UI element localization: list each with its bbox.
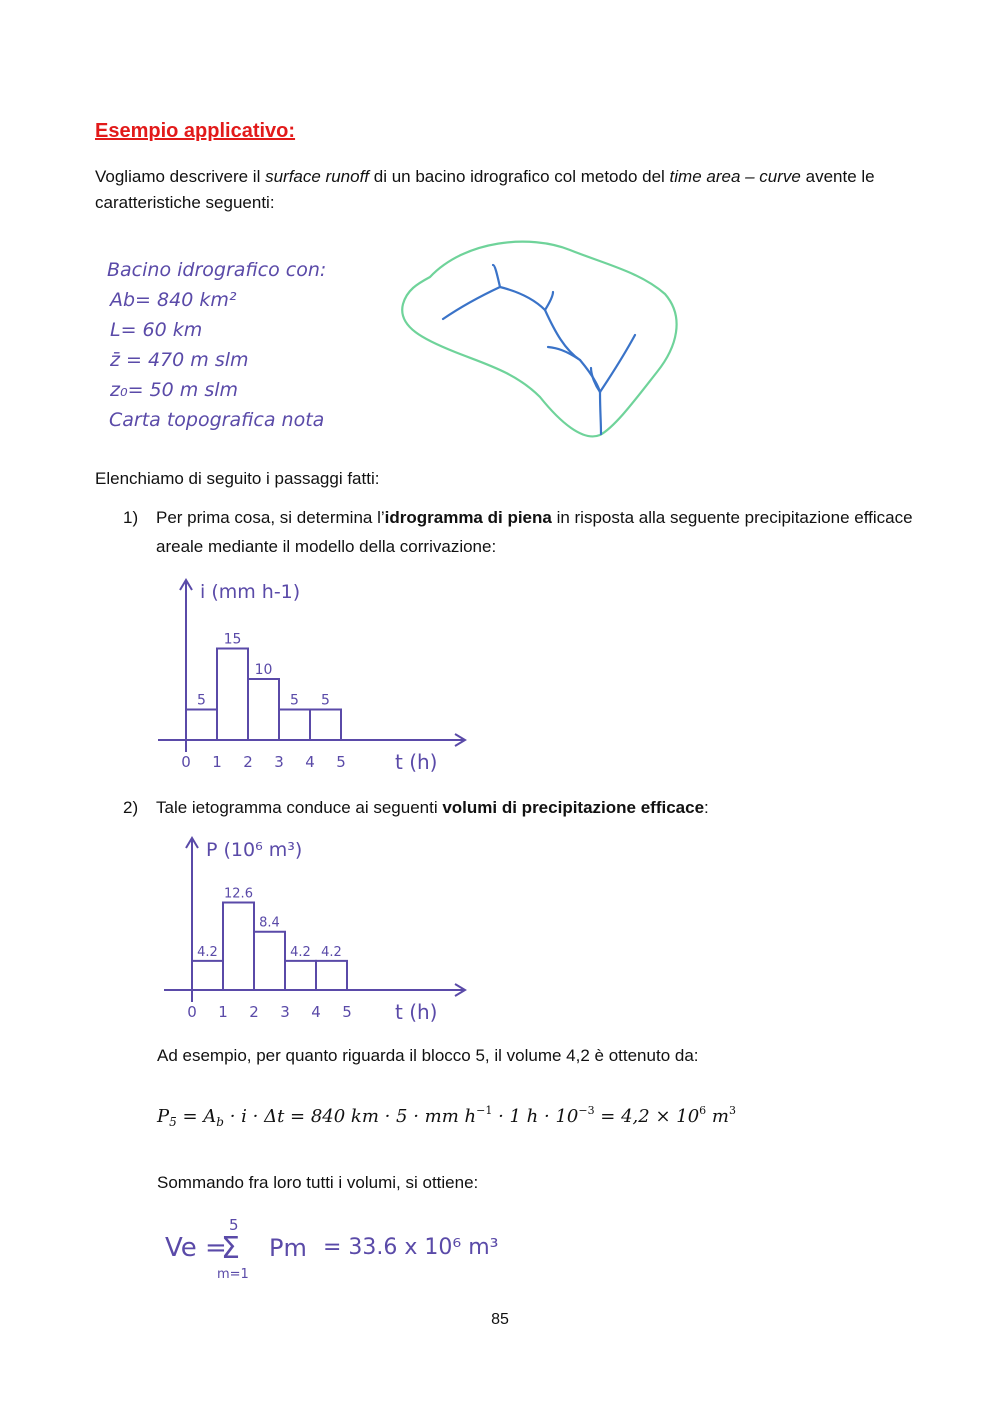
y-axis-label: i (mm h-1)	[200, 581, 301, 603]
formula-exp-2: −3	[578, 1104, 595, 1117]
x-tick-label: 5	[336, 753, 346, 771]
formula-exp-1: −1	[476, 1104, 493, 1117]
formula-ab-sub: b	[216, 1115, 224, 1129]
bar	[186, 710, 217, 741]
x-tick-label: 2	[243, 753, 253, 771]
basin-note-1: Bacino idrografico con:	[107, 259, 327, 281]
formula-lhs: P	[157, 1106, 170, 1127]
x-tick-label: 5	[342, 1003, 352, 1021]
basin-note-3: L= 60 km	[110, 319, 203, 341]
basin-note-5: z₀= 50 m slm	[110, 379, 238, 401]
step-2	[123, 793, 913, 822]
formula-part-1: · i · Δt = 840 km · 5 · mm h	[223, 1106, 477, 1127]
formula-part-3: = 4,2 × 10	[594, 1106, 700, 1127]
basin-note-6: Carta topografica nota	[109, 409, 325, 431]
bar-value-label: 4.2	[321, 944, 342, 960]
basin-sketch	[395, 232, 685, 447]
x-tick-label: 3	[274, 753, 284, 771]
bar	[285, 961, 316, 990]
step-1-text: Per prima cosa, si determina l’	[156, 508, 385, 527]
steps-intro: Elenchiamo di seguito i passaggi fatti:	[95, 469, 380, 488]
x-tick-label: 2	[249, 1003, 259, 1021]
step-1-number: 1)	[123, 508, 139, 527]
block5-formula	[157, 1104, 736, 1129]
x-tick-label: 1	[212, 753, 222, 771]
x-tick-label: 0	[181, 753, 191, 771]
bar-value-label: 5	[197, 692, 206, 709]
formula-exp-4: 3	[728, 1104, 736, 1117]
bar	[217, 649, 248, 741]
step-2-text-end: :	[704, 798, 709, 817]
x-tick-label: 4	[305, 753, 315, 771]
intro-emphasis-2: time area – curve	[669, 167, 801, 186]
sum-lhs: Ve =	[165, 1233, 227, 1263]
x-axis-label: t (h)	[395, 750, 438, 774]
formula-part-4: m	[706, 1106, 729, 1127]
page-number: 85	[491, 1311, 509, 1328]
formula-part-2: · 1 h · 10	[492, 1106, 579, 1127]
bar	[192, 961, 223, 990]
intro-emphasis-1: surface runoff	[265, 167, 370, 186]
bar	[310, 710, 341, 741]
basin-note-4: z̄ = 470 m slm	[110, 349, 249, 371]
bar	[254, 932, 285, 990]
x-axis-label: t (h)	[395, 1000, 438, 1024]
sum-sigma: Σ	[221, 1231, 240, 1266]
bar-value-label: 15	[223, 631, 242, 648]
x-tick-label: 3	[280, 1003, 290, 1021]
section-heading: Esempio applicativo:	[95, 120, 296, 142]
volumes-chart	[150, 830, 480, 1030]
bar	[223, 903, 254, 990]
bar-value-label: 4.2	[290, 944, 311, 960]
sum-term: Pm	[269, 1234, 307, 1262]
step-1-text-end: in risposta alla seguente precipitazione efficace areale mediante il modello della corrivazione:	[156, 508, 913, 556]
basin-outline	[402, 242, 676, 437]
bar-value-label: 5	[321, 692, 330, 709]
bar	[248, 679, 279, 740]
intro-text-3: avente le caratteristiche seguenti:	[95, 167, 875, 212]
bar-value-label: 4.2	[197, 944, 218, 960]
sum-lower-limit: m=1	[217, 1267, 249, 1282]
x-tick-label: 1	[218, 1003, 228, 1021]
intro-paragraph	[95, 164, 915, 216]
intro-text-2: di un bacino idrografico col metodo del	[369, 167, 670, 186]
bar-value-label: 5	[290, 692, 299, 709]
basin-notes	[95, 240, 365, 440]
formula-lhs-sub: 5	[169, 1115, 177, 1129]
step-2-text: Tale ietogramma conduce ai seguenti	[156, 798, 443, 817]
bar-value-label: 10	[254, 662, 273, 678]
river-network	[443, 265, 635, 434]
formula-exp-3: 6	[699, 1104, 707, 1117]
hyetograph-chart	[150, 572, 480, 782]
sum-upper-limit: 5	[229, 1216, 239, 1234]
intro-text-1: Vogliamo descrivere il	[95, 167, 266, 186]
formula-ab: = A	[176, 1106, 217, 1127]
sum-rhs: = 33.6 x 10⁶ m³	[323, 1235, 499, 1260]
x-tick-label: 4	[311, 1003, 321, 1021]
sum-text: Sommando fra loro tutti i volumi, si ottiene:	[157, 1173, 479, 1192]
step-1	[123, 503, 913, 561]
bar-value-label: 12.6	[224, 886, 253, 902]
step-1-bold: idrogramma di piena	[384, 508, 552, 527]
example-text: Ad esempio, per quanto riguarda il blocco 5, il volume 4,2 è ottenuto da:	[157, 1046, 699, 1065]
x-tick-label: 0	[187, 1003, 197, 1021]
bar	[316, 961, 347, 990]
step-2-bold: volumi di precipitazione efficace	[442, 798, 705, 817]
bar-value-label: 8.4	[259, 915, 280, 931]
sum-formula	[155, 1208, 535, 1288]
bar	[279, 710, 310, 741]
y-axis-label: P (10⁶ m³)	[206, 839, 303, 861]
step-2-number: 2)	[123, 798, 139, 817]
basin-note-2: Ab= 840 km²	[110, 289, 237, 311]
